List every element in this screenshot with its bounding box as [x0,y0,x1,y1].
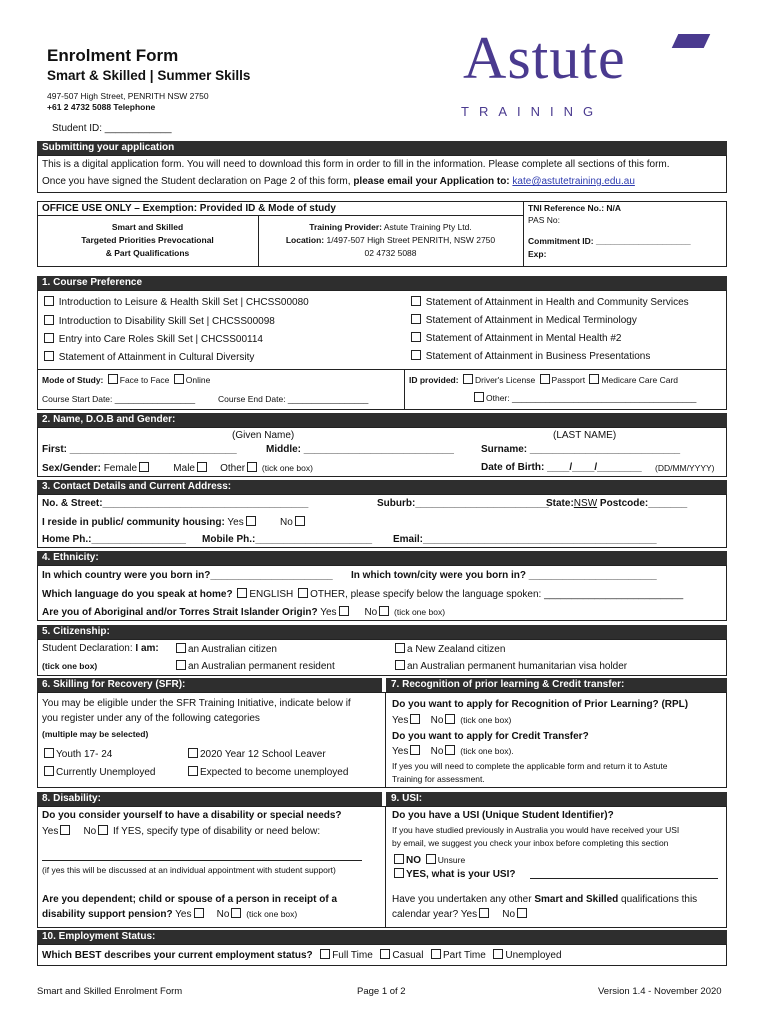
pas-no[interactable]: PAS No: [528,215,560,225]
given-name-hint: (Given Name) [232,430,295,441]
q2c: qualifications this [621,894,698,905]
no-label: No [279,517,293,528]
citizen-1[interactable] [174,643,277,655]
checkbox[interactable] [44,748,54,758]
dl-checkbox[interactable] [463,374,473,384]
state[interactable] [546,498,687,509]
street[interactable]: No. & Street:_____________________________________ [42,498,309,509]
other-checkbox[interactable] [474,392,484,402]
suburb[interactable]: Suburb:________________________ [377,498,549,509]
office-rule [37,215,523,216]
usi-yes [392,868,515,880]
no-label: No [83,826,97,837]
unsure-label: Unsure [437,855,466,865]
dob-format: (DD/MM/YYYY) [655,463,715,473]
mc-checkbox[interactable] [589,374,599,384]
email-field[interactable]: Email:__________________________________________ [393,534,657,545]
rpl-options [392,714,511,726]
office-c1a: Smart and Skilled [111,222,184,232]
other-checkbox[interactable] [247,462,257,472]
logo-sub: TRAINING [461,104,604,119]
provider-value: Astute Training Pty Ltd. [383,222,472,232]
q2b: Smart and Skilled [534,894,619,905]
checkbox[interactable] [188,748,198,758]
town-born[interactable]: In which town/city were you born in? _______________________ [351,570,657,581]
no-checkbox[interactable] [379,606,389,616]
s89-divider [385,806,386,928]
s5-bar: 5. Citizenship: [37,625,727,639]
sfr-3[interactable] [42,766,156,778]
course-3-label: Entry into Care Roles Skill Set | CHCSS00114 [58,334,263,345]
housing [42,516,307,528]
sfr-line2: you register under any of the following categories [42,713,260,724]
submit-bar: Submitting your application [37,141,727,155]
sfr-line1: You may be eligible under the SFR Training Initiative, indicate below if [42,698,351,709]
submit-line2a: Once you have signed the Student declaration on Page 2 of this form, [42,176,351,187]
checkbox[interactable] [395,660,405,670]
s10-bar: 10. Employment Status: [37,930,727,944]
no-checkbox[interactable] [517,908,527,918]
form-title: Enrolment Form [47,46,179,65]
no-checkbox[interactable] [394,854,404,864]
s8-bar: 8. Disability: [37,792,382,806]
english-label: ENGLISH [249,589,294,600]
s1-bar: 1. Course Preference [37,276,727,290]
no-label: NO [406,855,421,866]
sfr-2[interactable] [186,748,326,760]
provider-label: Training Provider: [309,222,382,232]
dependent-question-a: Are you dependent; child or spouse of a person in receipt of a [42,894,338,905]
office-c2a [258,222,523,232]
pp-checkbox[interactable] [540,374,550,384]
usi-line[interactable] [530,878,718,879]
location-value: 1/497-507 High Street PENRITH, NSW 2750 [326,235,496,245]
s7-bar: 7. Recognition of prior learning & Credit transfer: [386,678,727,692]
tick-hint: (tick one box) [261,463,313,473]
office-head: OFFICE USE ONLY – Exemption: Provided ID & Mode of study [42,203,336,214]
decl-label: Student Declaration: [42,643,133,654]
disability-line[interactable] [42,860,362,861]
checkbox[interactable] [411,332,421,342]
yes-checkbox[interactable] [60,825,70,835]
office-c1c: & Part Qualifications [105,248,190,258]
f2f-label: Face to Face [119,375,170,385]
commitment-id[interactable]: Commitment ID: ____________________ [528,236,691,246]
tick-hint: (tick one box) [460,715,512,725]
female-label: Female [103,463,138,474]
yes-label: Yes [227,517,244,528]
office-c2b [258,235,523,245]
tick-hint: (tick one box) [42,661,98,671]
citizen-3-label: a New Zealand citizen [407,644,506,655]
no-label: No [430,746,444,757]
dependent-question-b [42,908,297,920]
phone: +61 2 4732 5088 Telephone [47,102,156,112]
yes-label: Yes [392,746,409,757]
submit-line2b: please email your Application to: [353,176,510,187]
course-6[interactable] [409,314,637,326]
submit-line2 [42,176,635,187]
citizen-1-label: an Australian citizen [188,644,277,655]
other-id-label: Other: _______________________________________ [486,393,697,403]
yes-checkbox[interactable] [339,606,349,616]
yes-checkbox[interactable] [394,868,404,878]
course-8-label: Statement of Attainment in Business Presentations [425,351,651,362]
state-value: NSW [573,498,598,509]
no-checkbox[interactable] [445,714,455,724]
course-3[interactable] [42,333,263,345]
aboriginal [42,606,445,618]
sfr-4[interactable] [186,766,348,778]
no-checkbox[interactable] [445,745,455,755]
course-start[interactable]: Course Start Date: _________________ [42,394,196,404]
last-name-hint: (LAST NAME) [553,430,617,441]
office-c2c: 02 4732 5088 [364,248,417,258]
tick-hint: (tick one box) [246,909,298,919]
other-sas-q [392,894,697,905]
casual-checkbox[interactable] [380,949,390,959]
sfr-1-label: Youth 17- 24 [56,749,113,760]
submit-line1: This is a digital application form. You will need to download this form in order to fill in the information. Please complete all sections of this form. [42,159,670,170]
checkbox[interactable] [44,766,54,776]
checkbox[interactable] [411,314,421,324]
footer-left: Smart and Skilled Enrolment Form [37,986,183,997]
credit-options [392,745,514,757]
ft-checkbox[interactable] [320,949,330,959]
email-link[interactable]: kate@astutetraining.edu.au [512,176,635,187]
sfr-4-label: Expected to become unemployed [200,767,349,778]
s4-bar: 4. Ethnicity: [37,551,727,565]
course-4-label: Statement of Attainment in Cultural Diversity [58,352,255,363]
citizen-4-label: an Australian permanent humanitarian visa holder [407,661,628,672]
other-sas-opt [392,908,529,920]
citizen-2[interactable] [174,660,335,672]
yes-label: Yes [460,909,478,920]
middle-name[interactable]: Middle: ___________________________ [266,444,454,455]
postcode[interactable]: Postcode:_______ [599,498,688,509]
course-end[interactable]: Course End Date: _________________ [218,394,369,404]
no-checkbox[interactable] [98,825,108,835]
checkbox[interactable] [176,643,186,653]
mode-of-study [42,374,210,385]
language [42,588,683,600]
astute-logo [455,25,735,128]
checkbox[interactable] [44,315,54,325]
course-8[interactable] [409,350,650,362]
no-label: No [216,909,230,920]
course-5[interactable] [409,296,689,308]
s2-bar: 2. Name, D.O.B and Gender: [37,413,727,427]
logo-name: Astute [463,25,626,91]
iam-label: I am: [135,643,159,654]
course-7-label: Statement of Attainment in Mental Health #2 [425,333,622,344]
ft-label: Full Time [332,950,373,961]
dep-label: disability support pension? [42,909,173,920]
mc-label: Medicare Care Card [601,375,678,385]
english-checkbox[interactable] [237,588,247,598]
tick-hint: (tick one box) [394,607,446,617]
sex-gender [42,462,313,474]
disability-note: (if yes this will be discussed at an individual appointment with student support) [42,865,336,875]
male-label: Male [173,463,195,474]
aboriginal-label: Are you of Aboriginal and/or Torres Strait Islander Origin? [42,607,318,618]
other-lang-checkbox[interactable] [298,588,308,598]
usi-line2: by email, we suggest you check your inbox before completing this section [392,838,669,848]
address: 497-507 High Street, PENRITH NSW 2750 [47,91,209,101]
male-checkbox[interactable] [197,462,207,472]
s3-bar: 3. Contact Details and Current Address: [37,480,727,494]
home-phone[interactable]: Home Ph.:_________________ [42,534,186,545]
graduation-cap-icon [672,34,711,48]
checkbox[interactable] [188,766,198,776]
student-declaration [42,643,159,654]
online-checkbox[interactable] [174,374,184,384]
tick-hint: (tick one box). [460,746,514,756]
tni-ref: TNI Reference No.: N/A [528,203,622,213]
no-checkbox[interactable] [295,516,305,526]
employment [42,949,562,961]
sexg-label: Sex/Gender: [42,463,101,474]
other-id[interactable] [472,392,696,403]
housing-label: I reside in public/ community housing: [42,517,225,528]
s67-divider [385,692,386,788]
pt-checkbox[interactable] [431,949,441,959]
no-label: No [502,909,516,920]
country-born[interactable]: In which country were you born in?______________________ [42,570,333,581]
employment-label: Which BEST describes your current employment status? [42,950,313,961]
q2a: Have you undertaken any other [392,894,532,905]
yes-checkbox[interactable] [410,745,420,755]
course-1-label: Introduction to Leisure & Health Skill Set | CHCSS00080 [58,297,309,308]
yes-label: YES, what is your USI? [406,869,516,880]
q2d: calendar year? [392,909,459,920]
language-label: Which language do you speak at home? [42,589,233,600]
pt-label: Part Time [443,950,486,961]
checkbox[interactable] [395,643,405,653]
yes-checkbox[interactable] [479,908,489,918]
course-6-label: Statement of Attainment in Medical Terminology [425,315,637,326]
course-1[interactable] [42,296,309,308]
s1-divider [404,369,405,410]
checkbox[interactable] [411,350,421,360]
form-subtitle: Smart & Skilled | Summer Skills [47,68,251,83]
footer-page: Page 1 of 2 [357,986,406,997]
checkbox[interactable] [44,333,54,343]
online-label: Online [185,375,211,385]
exp[interactable]: Exp: [528,249,547,259]
location-label: Location: [285,235,325,245]
yes-label: Yes [392,715,409,726]
mobile-phone[interactable]: Mobile Ph.:_____________________ [202,534,373,545]
rpl-note1: If yes you will need to complete the applicable form and return it to Astute [392,761,668,771]
dl-label: Driver's License [474,375,536,385]
disability-options [42,825,320,837]
student-id-field[interactable]: Student ID: ____________ [52,123,172,134]
course-7[interactable] [409,332,621,344]
yes-checkbox[interactable] [410,714,420,724]
usi-line1: If you have studied previously in Australia you would have received your USI [392,825,680,835]
sfr-1[interactable] [42,748,112,760]
usi-question: Do you have a USI (Unique Student Identifier)? [392,810,614,821]
yes-checkbox[interactable] [194,908,204,918]
unemployed-checkbox[interactable] [493,949,503,959]
f2f-checkbox[interactable] [108,374,118,384]
sfr-line3: (multiple may be selected) [42,729,149,739]
female-checkbox[interactable] [139,462,149,472]
checkbox[interactable] [44,296,54,306]
course-4[interactable] [42,351,254,363]
mode-label: Mode of Study: [42,375,104,385]
no-label: No [430,715,444,726]
other-label: Other [220,463,246,474]
course-2-label: Introduction to Disability Skill Set | CHCSS00098 [58,316,275,327]
course-2[interactable] [42,315,275,327]
pp-label: Passport [551,375,586,385]
sfr-3-label: Currently Unemployed [56,767,156,778]
unemployed-label: Unemployed [505,950,562,961]
course-5-label: Statement of Attainment in Health and Community Services [425,297,689,308]
footer-version: Version 1.4 - November 2020 [598,986,722,997]
first-name[interactable]: First: ______________________________ [42,444,237,455]
s1-rule [37,369,727,370]
checkbox[interactable] [411,296,421,306]
id-provided [409,374,678,385]
other-lang-label: OTHER, please specify below the language spoken: _________________________ [310,589,684,600]
checkbox[interactable] [176,660,186,670]
ifyes-label: If YES, specify type of disability or need below: [113,826,321,837]
idp-label: ID provided: [409,375,459,385]
yes-label: Yes [175,909,192,920]
citizen-3[interactable] [393,643,505,655]
office-c1b: Targeted Priorities Prevocational [81,235,214,245]
citizen-2-label: an Australian permanent resident [188,661,335,672]
disability-question: Do you consider yourself to have a disability or special needs? [42,810,342,821]
s9-bar: 9. USI: [386,792,727,806]
rpl-question: Do you want to apply for Recognition of Prior Learning? (RPL) [392,699,689,710]
casual-label: Casual [392,950,424,961]
no-label: No [364,607,378,618]
usi-no [392,854,465,866]
checkbox[interactable] [44,351,54,361]
dob[interactable]: Date of Birth: ____/____/________ [481,462,642,473]
citizen-4[interactable] [393,660,627,672]
rpl-note2: Training for assessment. [392,774,485,784]
yes-label: Yes [320,607,337,618]
surname[interactable]: Surname: ___________________________ [481,444,681,455]
yes-label: Yes [42,826,59,837]
unsure-checkbox[interactable] [426,854,436,864]
credit-question: Do you want to apply for Credit Transfer? [392,731,589,742]
no-checkbox[interactable] [231,908,241,918]
state-label: State: [546,498,574,509]
s6-bar: 6. Skilling for Recovery (SFR): [37,678,382,692]
yes-checkbox[interactable] [246,516,256,526]
office-divider2 [523,201,524,267]
sfr-2-label: 2020 Year 12 School Leaver [200,749,326,760]
